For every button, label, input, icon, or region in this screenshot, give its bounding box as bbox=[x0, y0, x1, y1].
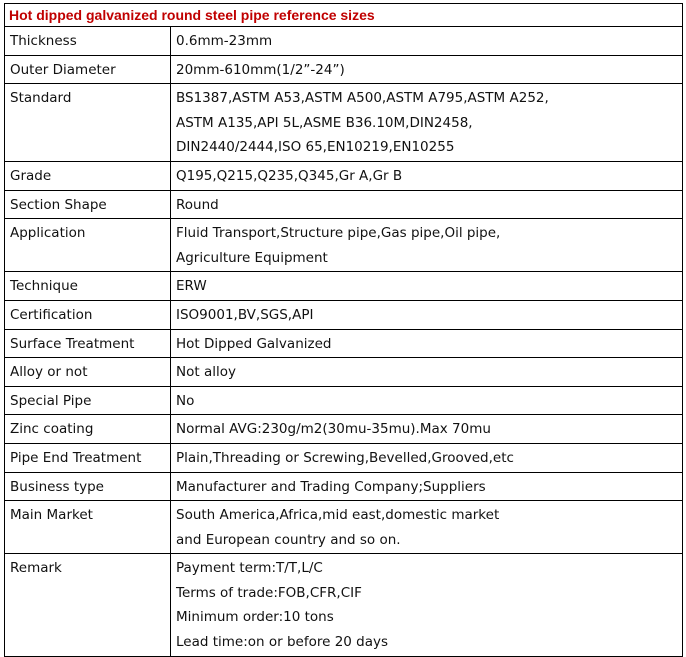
row-label: Surface Treatment bbox=[5, 329, 171, 358]
table-row bbox=[5, 27, 683, 56]
row-label: Application bbox=[5, 219, 171, 272]
row-label: Pipe End Treatment bbox=[5, 443, 171, 472]
row-value bbox=[171, 84, 683, 162]
value-line: DIN2440/2444,ISO 65,EN10219,EN10255 bbox=[176, 139, 455, 156]
value-line: No bbox=[176, 392, 195, 409]
value-line: Agriculture Equipment bbox=[176, 249, 328, 266]
table-row bbox=[5, 358, 683, 387]
row-value bbox=[171, 300, 683, 329]
value-line: and European country and so on. bbox=[176, 531, 401, 548]
table-row bbox=[5, 501, 683, 554]
row-label: Business type bbox=[5, 472, 171, 501]
table-row bbox=[5, 329, 683, 358]
table-row bbox=[5, 161, 683, 190]
table-row bbox=[5, 272, 683, 301]
value-line: Q195,Q215,Q235,Q345,Gr A,Gr B bbox=[176, 167, 403, 184]
spec-table-body bbox=[5, 27, 683, 657]
value-line: 20mm-610mm(1/2”-24”) bbox=[176, 61, 345, 78]
row-value bbox=[171, 27, 683, 56]
value-line: Manufacturer and Trading Company;Suppliers bbox=[176, 478, 486, 495]
row-value bbox=[171, 501, 683, 554]
row-label: Thickness bbox=[5, 27, 171, 56]
value-line: Terms of trade:FOB,CFR,CIF bbox=[176, 584, 362, 601]
row-label: Special Pipe bbox=[5, 386, 171, 415]
value-line: Fluid Transport,Structure pipe,Gas pipe,Oil pipe, bbox=[176, 225, 501, 242]
value-line: Hot Dipped Galvanized bbox=[176, 335, 332, 352]
value-line: Normal AVG:230g/m2(30mu-35mu).Max 70mu bbox=[176, 421, 491, 438]
row-value bbox=[171, 190, 683, 219]
table-row bbox=[5, 472, 683, 501]
value-line: ERW bbox=[176, 278, 207, 295]
row-value bbox=[171, 272, 683, 301]
table-row bbox=[5, 55, 683, 84]
value-line: South America,Africa,mid east,domestic market bbox=[176, 507, 500, 524]
value-line: ISO9001,BV,SGS,API bbox=[176, 306, 314, 323]
row-value bbox=[171, 554, 683, 656]
value-line: Round bbox=[176, 196, 219, 213]
value-line: ASTM A135,API 5L,ASME B36.10M,DIN2458, bbox=[176, 114, 473, 131]
table-row bbox=[5, 554, 683, 656]
row-label: Technique bbox=[5, 272, 171, 301]
table-row bbox=[5, 190, 683, 219]
row-label: Grade bbox=[5, 161, 171, 190]
row-value bbox=[171, 358, 683, 387]
row-value bbox=[171, 415, 683, 444]
row-value bbox=[171, 55, 683, 84]
row-label: Main Market bbox=[5, 501, 171, 554]
table-row bbox=[5, 84, 683, 162]
row-label: Zinc coating bbox=[5, 415, 171, 444]
row-value bbox=[171, 386, 683, 415]
table-row bbox=[5, 386, 683, 415]
value-line: Lead time:on or before 20 days bbox=[176, 634, 389, 651]
row-value bbox=[171, 472, 683, 501]
row-label: Section Shape bbox=[5, 190, 171, 219]
value-line: Payment term:T/T,L/C bbox=[176, 560, 323, 577]
table-title: Hot dipped galvanized round steel pipe reference sizes bbox=[4, 3, 683, 27]
table-row bbox=[5, 415, 683, 444]
row-label: Remark bbox=[5, 554, 171, 656]
row-label: Outer Diameter bbox=[5, 55, 171, 84]
row-label: Alloy or not bbox=[5, 358, 171, 387]
value-line: 0.6mm-23mm bbox=[176, 33, 273, 49]
value-line: Not alloy bbox=[176, 364, 236, 381]
value-line: Plain,Threading or Screwing,Bevelled,Grooved,etc bbox=[176, 449, 514, 466]
row-value bbox=[171, 443, 683, 472]
row-value bbox=[171, 161, 683, 190]
table-row bbox=[5, 443, 683, 472]
row-value bbox=[171, 219, 683, 272]
spec-table bbox=[4, 26, 683, 657]
row-label: Standard bbox=[5, 84, 171, 162]
table-row bbox=[5, 219, 683, 272]
value-line: Minimum order:10 tons bbox=[176, 609, 334, 626]
table-row bbox=[5, 300, 683, 329]
row-label: Certification bbox=[5, 300, 171, 329]
row-value bbox=[171, 329, 683, 358]
value-line: BS1387,ASTM A53,ASTM A500,ASTM A795,ASTM A252, bbox=[176, 90, 549, 107]
